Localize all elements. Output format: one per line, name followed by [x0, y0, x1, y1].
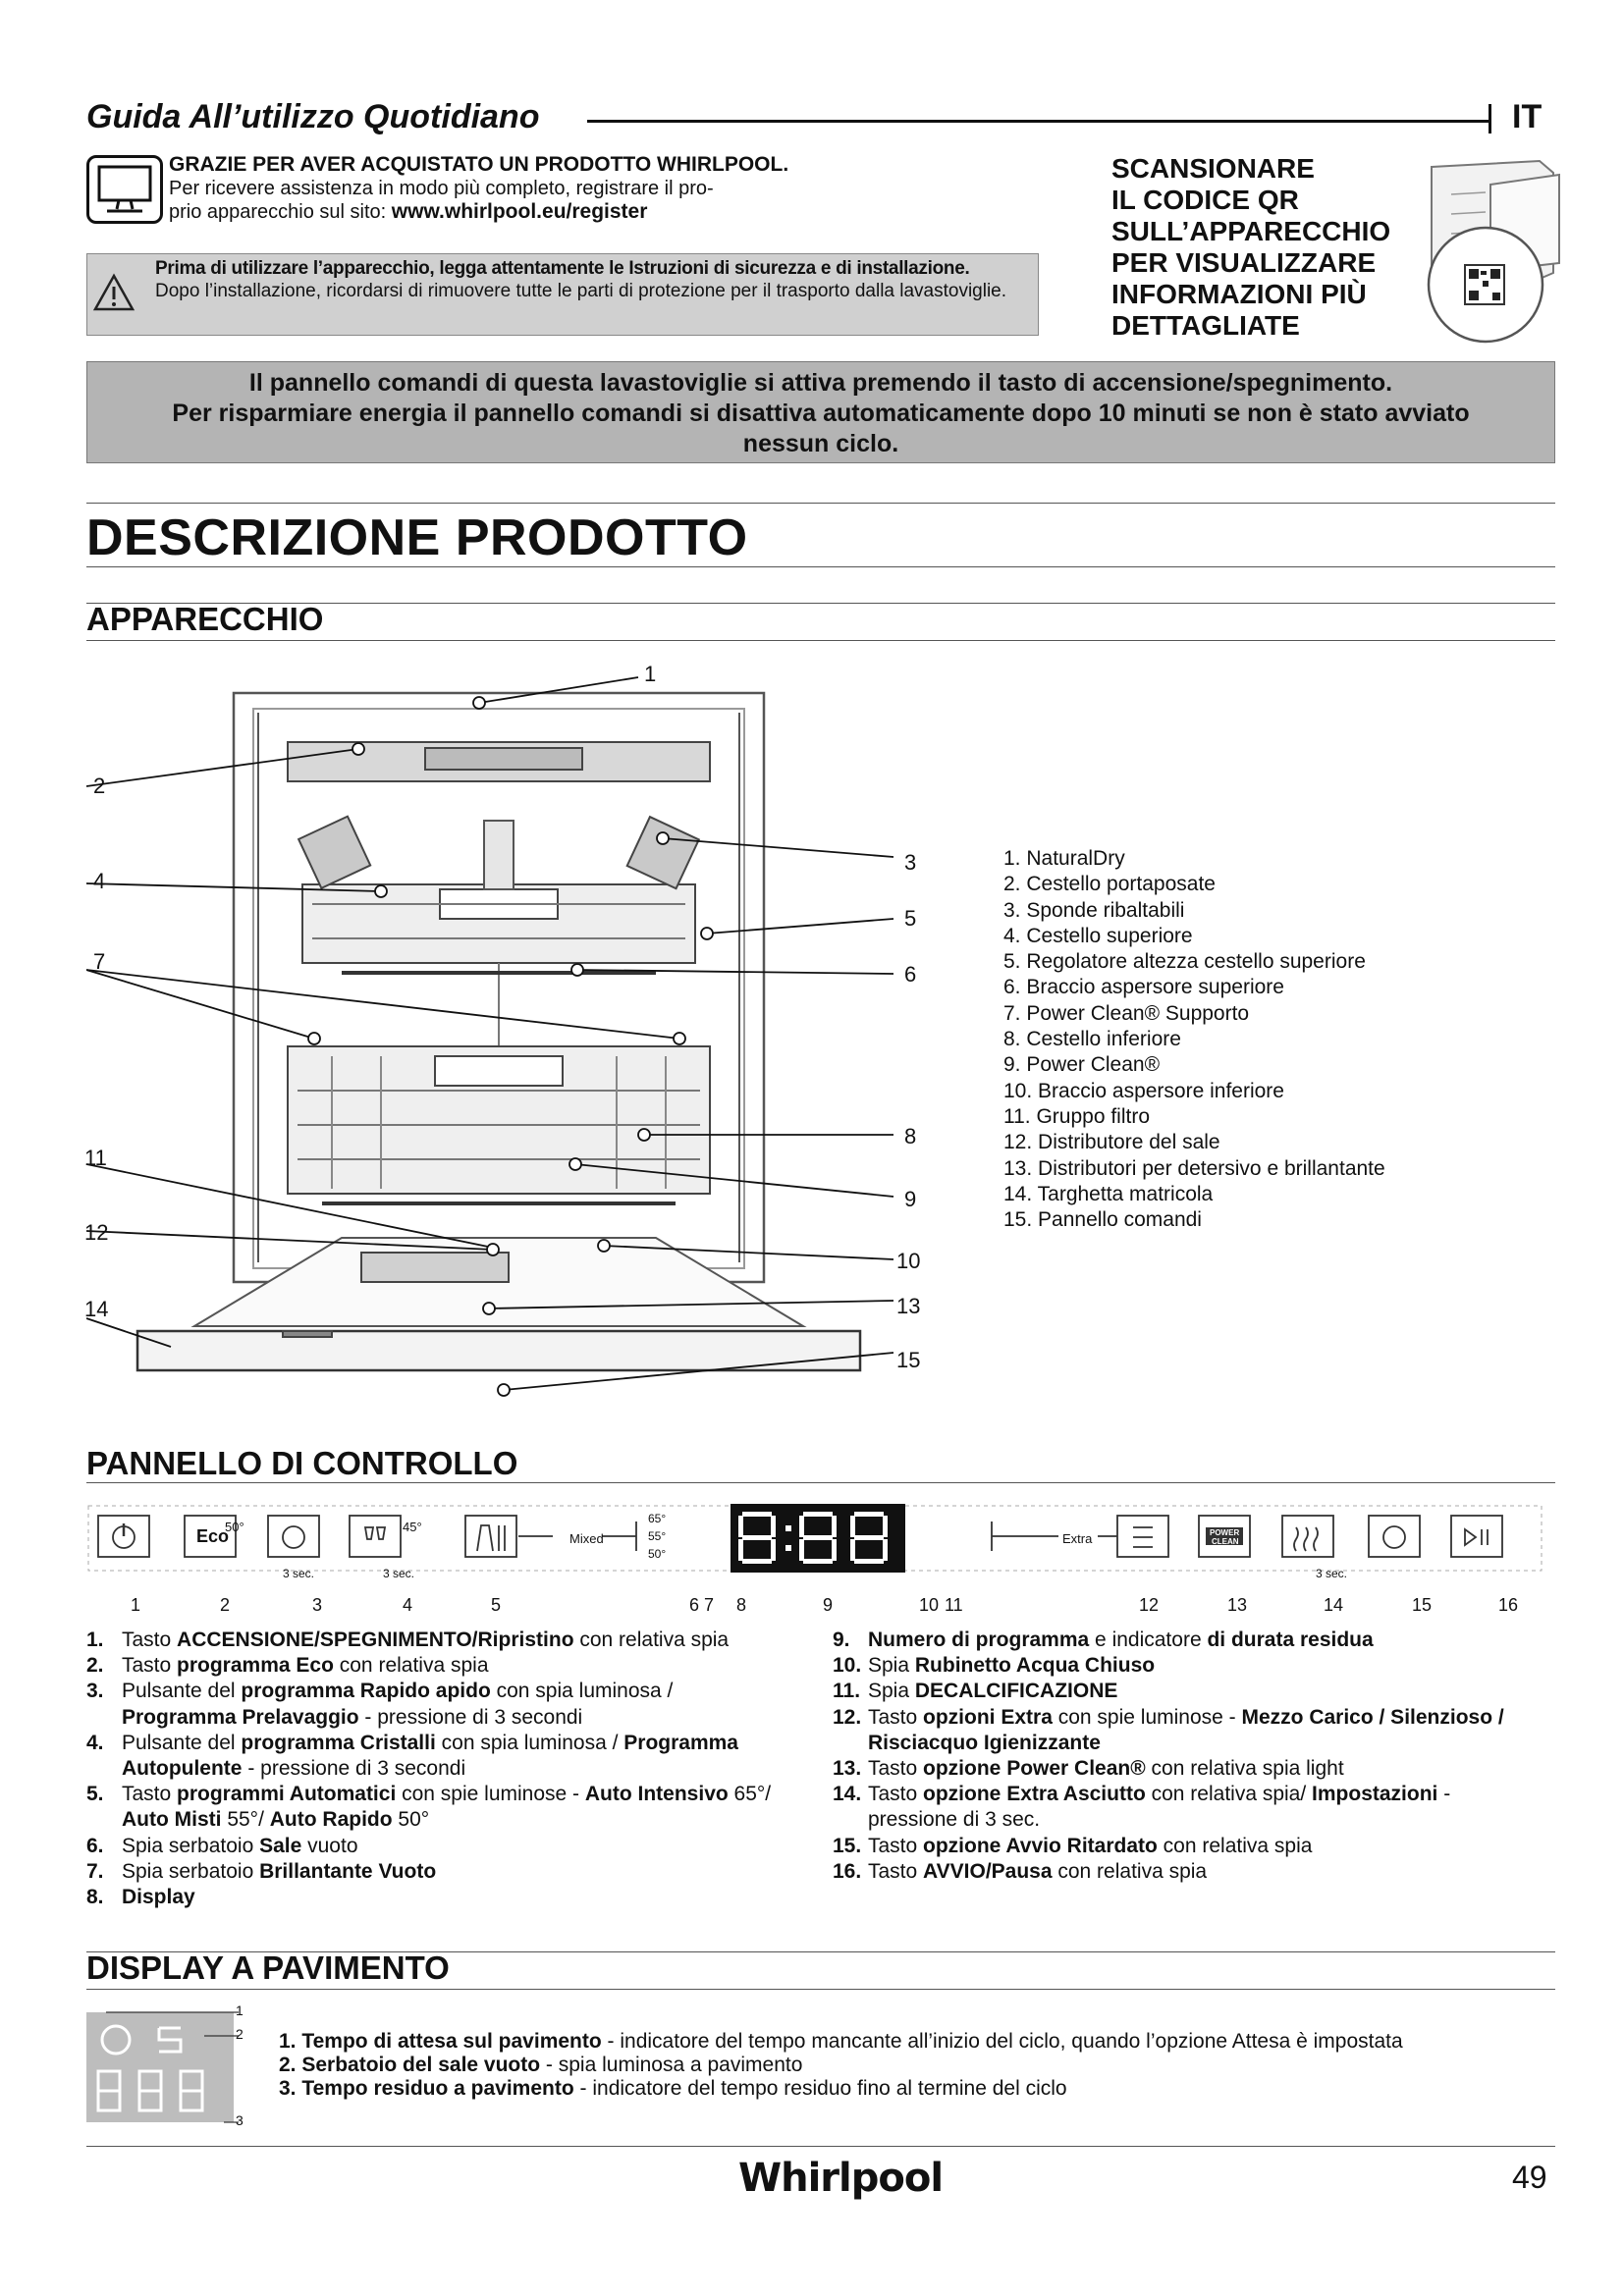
- control-desc-number: 8.: [86, 1886, 104, 1909]
- qr-line: SCANSIONARE: [1111, 153, 1315, 184]
- section-rule: [86, 640, 1555, 641]
- panel-number: 9: [823, 1595, 834, 1615]
- control-desc-item: [86, 1679, 774, 1730]
- control-desc-item: [833, 1628, 1540, 1653]
- control-desc-bold: programma Cristalli: [241, 1731, 436, 1754]
- control-desc-right: [833, 1628, 1540, 1885]
- floor-item-text: - indicatore del tempo mancante all’inizio del ciclo, quando l’opzione Attesa è impostata: [601, 2030, 1403, 2053]
- three-sec-label: 3 sec.: [1316, 1567, 1348, 1580]
- control-desc-number: 14.: [833, 1783, 862, 1806]
- control-desc-text: 65°/: [728, 1783, 772, 1806]
- floor-item-title: Serbatoio del sale vuoto: [301, 2054, 541, 2076]
- callout-number: 1: [644, 662, 657, 686]
- header-rule-tick: [1489, 104, 1491, 133]
- control-desc-text: Spia: [868, 1680, 915, 1703]
- three-sec-label: 3 sec.: [283, 1567, 315, 1580]
- start-pause-button[interactable]: [1451, 1516, 1502, 1557]
- panel-number: 5: [491, 1595, 502, 1615]
- eco-temp-label: 50°: [225, 1520, 244, 1534]
- control-desc-text: Pulsante del: [122, 1731, 242, 1754]
- control-desc-bold: Auto Misti: [122, 1808, 222, 1832]
- control-desc-number: 15.: [833, 1834, 862, 1857]
- control-desc-item: [86, 1885, 774, 1910]
- control-desc-bold: Rubinetto Acqua Chiuso: [914, 1654, 1156, 1678]
- qr-appliance-illustration: [1392, 155, 1569, 352]
- control-desc-bold: ACCENSIONE/SPEGNIMENTO/Ripristino: [177, 1629, 574, 1651]
- qr-instructions: [1111, 153, 1406, 342]
- control-desc-bold: di durata residua: [1207, 1629, 1374, 1651]
- callout-number: 8: [904, 1124, 917, 1148]
- extra-options-button[interactable]: [1117, 1516, 1168, 1557]
- control-desc-bold: programma Eco: [177, 1654, 334, 1678]
- section-title-control: PANNELLO DI CONTROLLO: [86, 1445, 518, 1481]
- qr-line: IL CODICE QR: [1111, 185, 1299, 215]
- control-desc-text: con relativa spia: [1052, 1859, 1208, 1883]
- control-desc-number: 10.: [833, 1654, 862, 1678]
- control-desc-text: e indicatore: [1089, 1629, 1208, 1651]
- thanks-line2: Per ricevere assistenza in modo più completo, registrare il pro-: [169, 178, 714, 199]
- section-rule: [86, 566, 1555, 567]
- callout-number: 14: [84, 1297, 109, 1321]
- power-clean-label-2: CLEAN: [1212, 1537, 1239, 1546]
- whirlpool-logo: Whirlpool: [738, 2156, 944, 2201]
- floor-display-legend: [279, 2030, 1403, 2101]
- monitor-icon: [86, 155, 163, 224]
- control-desc-bold: opzione Avvio Ritardato: [923, 1834, 1158, 1857]
- panel-number: 2: [220, 1595, 231, 1615]
- control-desc-bold: opzione Power Clean®: [923, 1757, 1146, 1781]
- extra-label: Extra: [1062, 1531, 1093, 1546]
- control-desc-text: Tasto: [868, 1859, 924, 1883]
- panel-number: 4: [403, 1595, 413, 1615]
- control-desc-item: [833, 1705, 1540, 1756]
- legend-item: 5. Regolatore altezza cestello superiore: [1003, 950, 1366, 974]
- control-desc-item: [86, 1653, 774, 1679]
- notice-line: Il pannello comandi di questa lavastoviglie si attiva premendo il tasto di accensione/spegnimento.: [248, 369, 1393, 397]
- section-rule: [86, 503, 1555, 504]
- control-desc-text: con relativa spia light: [1145, 1757, 1344, 1781]
- control-desc-text: Tasto: [122, 1783, 178, 1806]
- control-desc-text: con relativa spia/: [1145, 1783, 1313, 1806]
- legend-item: 6. Braccio aspersore superiore: [1003, 976, 1284, 999]
- three-sec-label: 3 sec.: [383, 1567, 415, 1580]
- legend-item: 15. Pannello comandi: [1003, 1208, 1202, 1232]
- crystal-button[interactable]: [350, 1516, 401, 1557]
- section-rule: [86, 1989, 1555, 1990]
- section-title-product: DESCRIZIONE PRODOTTO: [86, 509, 748, 566]
- control-desc-text: con spia luminosa /: [435, 1731, 624, 1754]
- control-desc-text: Spia: [868, 1654, 915, 1678]
- control-desc-item: [86, 1859, 774, 1885]
- register-link[interactable]: www.whirlpool.eu/register: [391, 200, 648, 223]
- panel-number: 6: [689, 1595, 700, 1615]
- control-desc-bold: Auto Rapido: [269, 1808, 393, 1832]
- floor-callout: 1: [236, 2002, 244, 2018]
- delay-start-button[interactable]: [1369, 1516, 1420, 1557]
- control-desc-text: Tasto: [868, 1757, 924, 1781]
- callout-number: 13: [896, 1294, 921, 1318]
- control-desc-text: - pressione di 3 sec.: [868, 1783, 1451, 1832]
- notice-line: Per risparmiare energia il pannello comandi si disattiva automaticamente dopo 10 minuti se non è stato avviato: [172, 400, 1470, 427]
- floor-display-illustration: [86, 2002, 253, 2130]
- legend-item: 10. Braccio aspersore inferiore: [1003, 1079, 1284, 1102]
- panel-number: 1: [131, 1595, 141, 1615]
- floor-item-title: Tempo residuo a pavimento: [301, 2077, 574, 2100]
- warning-bold: Prima di utilizzare l’apparecchio, legga attentamente le Istruzioni di sicurezza e di installazione.: [155, 258, 970, 279]
- control-desc-item: [833, 1834, 1540, 1859]
- control-desc-text: Tasto: [868, 1834, 924, 1857]
- control-desc-bold: Sale: [259, 1834, 302, 1857]
- control-desc-number: 13.: [833, 1757, 862, 1781]
- control-desc-text: con spie luminose -: [396, 1783, 585, 1806]
- callout-number: 6: [904, 962, 917, 987]
- panel-number: 13: [1227, 1595, 1248, 1615]
- panel-number: 15: [1412, 1595, 1433, 1615]
- floor-callout: 2: [236, 2026, 244, 2042]
- warning-text: [155, 257, 1029, 302]
- eco-label: Eco: [196, 1526, 230, 1546]
- warning-triangle-icon: [92, 273, 135, 317]
- footer-rule: [86, 2146, 1555, 2147]
- control-desc-number: 2.: [86, 1654, 104, 1678]
- thanks-title: GRAZIE PER AVER ACQUISTATO UN PRODOTTO WHIRLPOOL.: [169, 153, 789, 176]
- floor-item-number: 1.: [279, 2030, 297, 2053]
- control-desc-item: [833, 1756, 1540, 1782]
- control-desc-item: [86, 1782, 774, 1833]
- header-rule: [587, 120, 1490, 123]
- floor-item: [279, 2077, 1403, 2101]
- floor-item: [279, 2054, 1403, 2077]
- callout-number: 5: [904, 906, 917, 931]
- control-desc-number: 4.: [86, 1731, 104, 1754]
- panel-number: 11: [945, 1595, 963, 1615]
- legend-item: 2. Cestello portaposate: [1003, 873, 1216, 896]
- panel-number: 16: [1498, 1595, 1519, 1615]
- floor-item-text: - indicatore del tempo residuo fino al termine del ciclo: [573, 2077, 1067, 2100]
- control-desc-item: [86, 1731, 774, 1782]
- control-desc-text: con spia luminosa /: [490, 1680, 674, 1703]
- control-desc-text: con relativa spia: [573, 1629, 730, 1651]
- floor-item-title: Tempo di attesa sul pavimento: [301, 2030, 602, 2053]
- rapid-button[interactable]: [268, 1516, 319, 1557]
- legend-item: 11. Gruppo filtro: [1003, 1104, 1151, 1128]
- thanks-line3: prio apparecchio sul sito:: [169, 201, 392, 223]
- control-desc-text: Tasto: [122, 1654, 178, 1678]
- control-desc-bold: Impostazioni: [1312, 1783, 1438, 1806]
- control-desc-number: 9.: [833, 1629, 850, 1651]
- control-desc-number: 1.: [86, 1629, 104, 1651]
- control-desc-item: [833, 1859, 1540, 1885]
- control-desc-item: [833, 1653, 1540, 1679]
- control-desc-text: vuoto: [301, 1834, 358, 1857]
- crystal-temp-label: 45°: [403, 1520, 422, 1534]
- legend-item: 8. Cestello inferiore: [1003, 1028, 1181, 1051]
- section-title-appliance: APPARECCHIO: [86, 601, 324, 637]
- control-desc-number: 11.: [833, 1680, 861, 1703]
- panel-number: 8: [736, 1595, 747, 1615]
- control-desc-text: con spie luminose -: [1052, 1705, 1242, 1729]
- mixed-label: Mixed: [569, 1531, 604, 1546]
- callout-number: 2: [93, 774, 106, 798]
- legend-item: 3. Sponde ribaltabili: [1003, 898, 1185, 922]
- control-desc-bold: Auto Intensivo: [584, 1783, 729, 1806]
- control-desc-text: con relativa spia: [333, 1654, 489, 1678]
- control-desc-bold: DECALCIFICAZIONE: [914, 1680, 1118, 1703]
- callout-number: 7: [93, 949, 106, 974]
- qr-line: PER VISUALIZZARE: [1111, 247, 1377, 278]
- control-desc-text: con relativa spia: [1157, 1834, 1313, 1857]
- appliance-legend: [1003, 846, 1385, 1233]
- control-desc-bold: Display: [122, 1886, 195, 1909]
- qr-line: SULL’APPARECCHIO: [1111, 216, 1391, 246]
- qr-line: DETTAGLIATE: [1111, 310, 1300, 341]
- control-desc-text: - pressione di 3 secondi: [358, 1705, 583, 1729]
- control-desc-bold: programmi Automatici: [177, 1783, 397, 1806]
- legend-item: 14. Targhetta matricola: [1003, 1182, 1214, 1205]
- control-desc-number: 7.: [86, 1859, 104, 1883]
- control-desc-number: 6.: [86, 1834, 104, 1857]
- callout-number: 11: [84, 1146, 107, 1170]
- control-desc-bold: Programma Prelavaggio: [122, 1705, 359, 1729]
- page-number: 49: [1512, 2160, 1547, 2195]
- panel-number: 12: [1139, 1595, 1160, 1615]
- section-rule: [86, 1482, 1555, 1483]
- panel-number: 10: [919, 1595, 940, 1615]
- auto-55-label: 55°: [648, 1529, 667, 1543]
- control-desc-bold: AVVIO/Pausa: [923, 1859, 1053, 1883]
- callout-number: 4: [93, 869, 106, 893]
- callout-number: 3: [904, 850, 917, 875]
- control-desc-bold: Brillantante Vuoto: [259, 1859, 437, 1883]
- legend-item: 4. Cestello superiore: [1003, 924, 1193, 947]
- notice-line: nessun ciclo.: [742, 430, 899, 457]
- control-desc-bold: Numero di programma: [868, 1629, 1090, 1651]
- control-desc-bold: Mezzo Carico / Silenzioso / Risciacquo Igienizzante: [868, 1705, 1504, 1754]
- floor-item-number: 3.: [279, 2077, 297, 2100]
- callout-number: 15: [896, 1348, 921, 1372]
- language-code: IT: [1512, 98, 1543, 135]
- control-desc-text: 50°: [392, 1808, 430, 1832]
- control-desc-left: [86, 1628, 774, 1910]
- control-desc-item: [86, 1628, 774, 1653]
- control-desc-item: [833, 1782, 1540, 1833]
- legend-item: 9. Power Clean®: [1003, 1053, 1161, 1077]
- control-desc-number: 12.: [833, 1705, 862, 1729]
- energy-notice: [86, 361, 1555, 463]
- auto-65-label: 65°: [648, 1512, 667, 1525]
- floor-item: [279, 2030, 1403, 2054]
- control-desc-number: 16.: [833, 1859, 862, 1883]
- thanks-text: [169, 153, 1003, 224]
- control-desc-text: Tasto: [868, 1783, 924, 1806]
- control-desc-text: - pressione di 3 secondi: [242, 1757, 466, 1781]
- legend-item: 7. Power Clean® Supporto: [1003, 1001, 1250, 1025]
- control-desc-bold: Programma Autopulente: [122, 1731, 738, 1781]
- control-desc-bold: opzione Extra Asciutto: [923, 1783, 1146, 1806]
- section-title-floor: DISPLAY A PAVIMENTO: [86, 1949, 450, 1986]
- control-desc-bold: opzioni Extra: [923, 1705, 1053, 1729]
- panel-number: 3: [312, 1595, 323, 1615]
- floor-item-number: 2.: [279, 2054, 297, 2076]
- warning-body: Dopo l’installazione, ricordarsi di rimuovere tutte le parti di protezione per il trasporto dalla lavastoviglie.: [155, 281, 1007, 301]
- qr-line: INFORMAZIONI PIÙ: [1111, 279, 1367, 309]
- callout-number: 9: [904, 1187, 917, 1211]
- control-desc-item: [86, 1834, 774, 1859]
- auto-50-label: 50°: [648, 1547, 667, 1561]
- control-desc-text: Spia serbatoio: [122, 1834, 260, 1857]
- floor-callout: 3: [236, 2112, 244, 2128]
- callout-number: 10: [896, 1249, 921, 1273]
- control-desc-number: 3.: [86, 1680, 104, 1703]
- legend-item: 12. Distributore del sale: [1003, 1131, 1220, 1154]
- control-desc-text: Pulsante del: [122, 1680, 242, 1703]
- control-desc-item: [833, 1679, 1540, 1704]
- panel-number: 7: [704, 1595, 715, 1615]
- control-desc-text: 55°/: [221, 1808, 270, 1832]
- legend-item: 1. NaturalDry: [1003, 847, 1125, 870]
- dishwasher-diagram: [86, 654, 970, 1429]
- floor-item-text: - spia luminosa a pavimento: [540, 2054, 803, 2076]
- control-desc-bold: programma Rapido apido: [241, 1680, 491, 1703]
- legend-item: 13. Distributori per detersivo e brillantante: [1003, 1156, 1385, 1180]
- callout-number: 12: [84, 1220, 109, 1245]
- power-clean-label-1: POWER: [1210, 1528, 1240, 1537]
- panel-number: 14: [1324, 1595, 1344, 1615]
- control-desc-text: Spia serbatoio: [122, 1859, 260, 1883]
- page-header-title: Guida All’utilizzo Quotidiano: [86, 98, 540, 135]
- control-desc-text: Tasto: [122, 1629, 178, 1651]
- control-desc-number: 5.: [86, 1783, 104, 1806]
- control-desc-text: Tasto: [868, 1705, 924, 1729]
